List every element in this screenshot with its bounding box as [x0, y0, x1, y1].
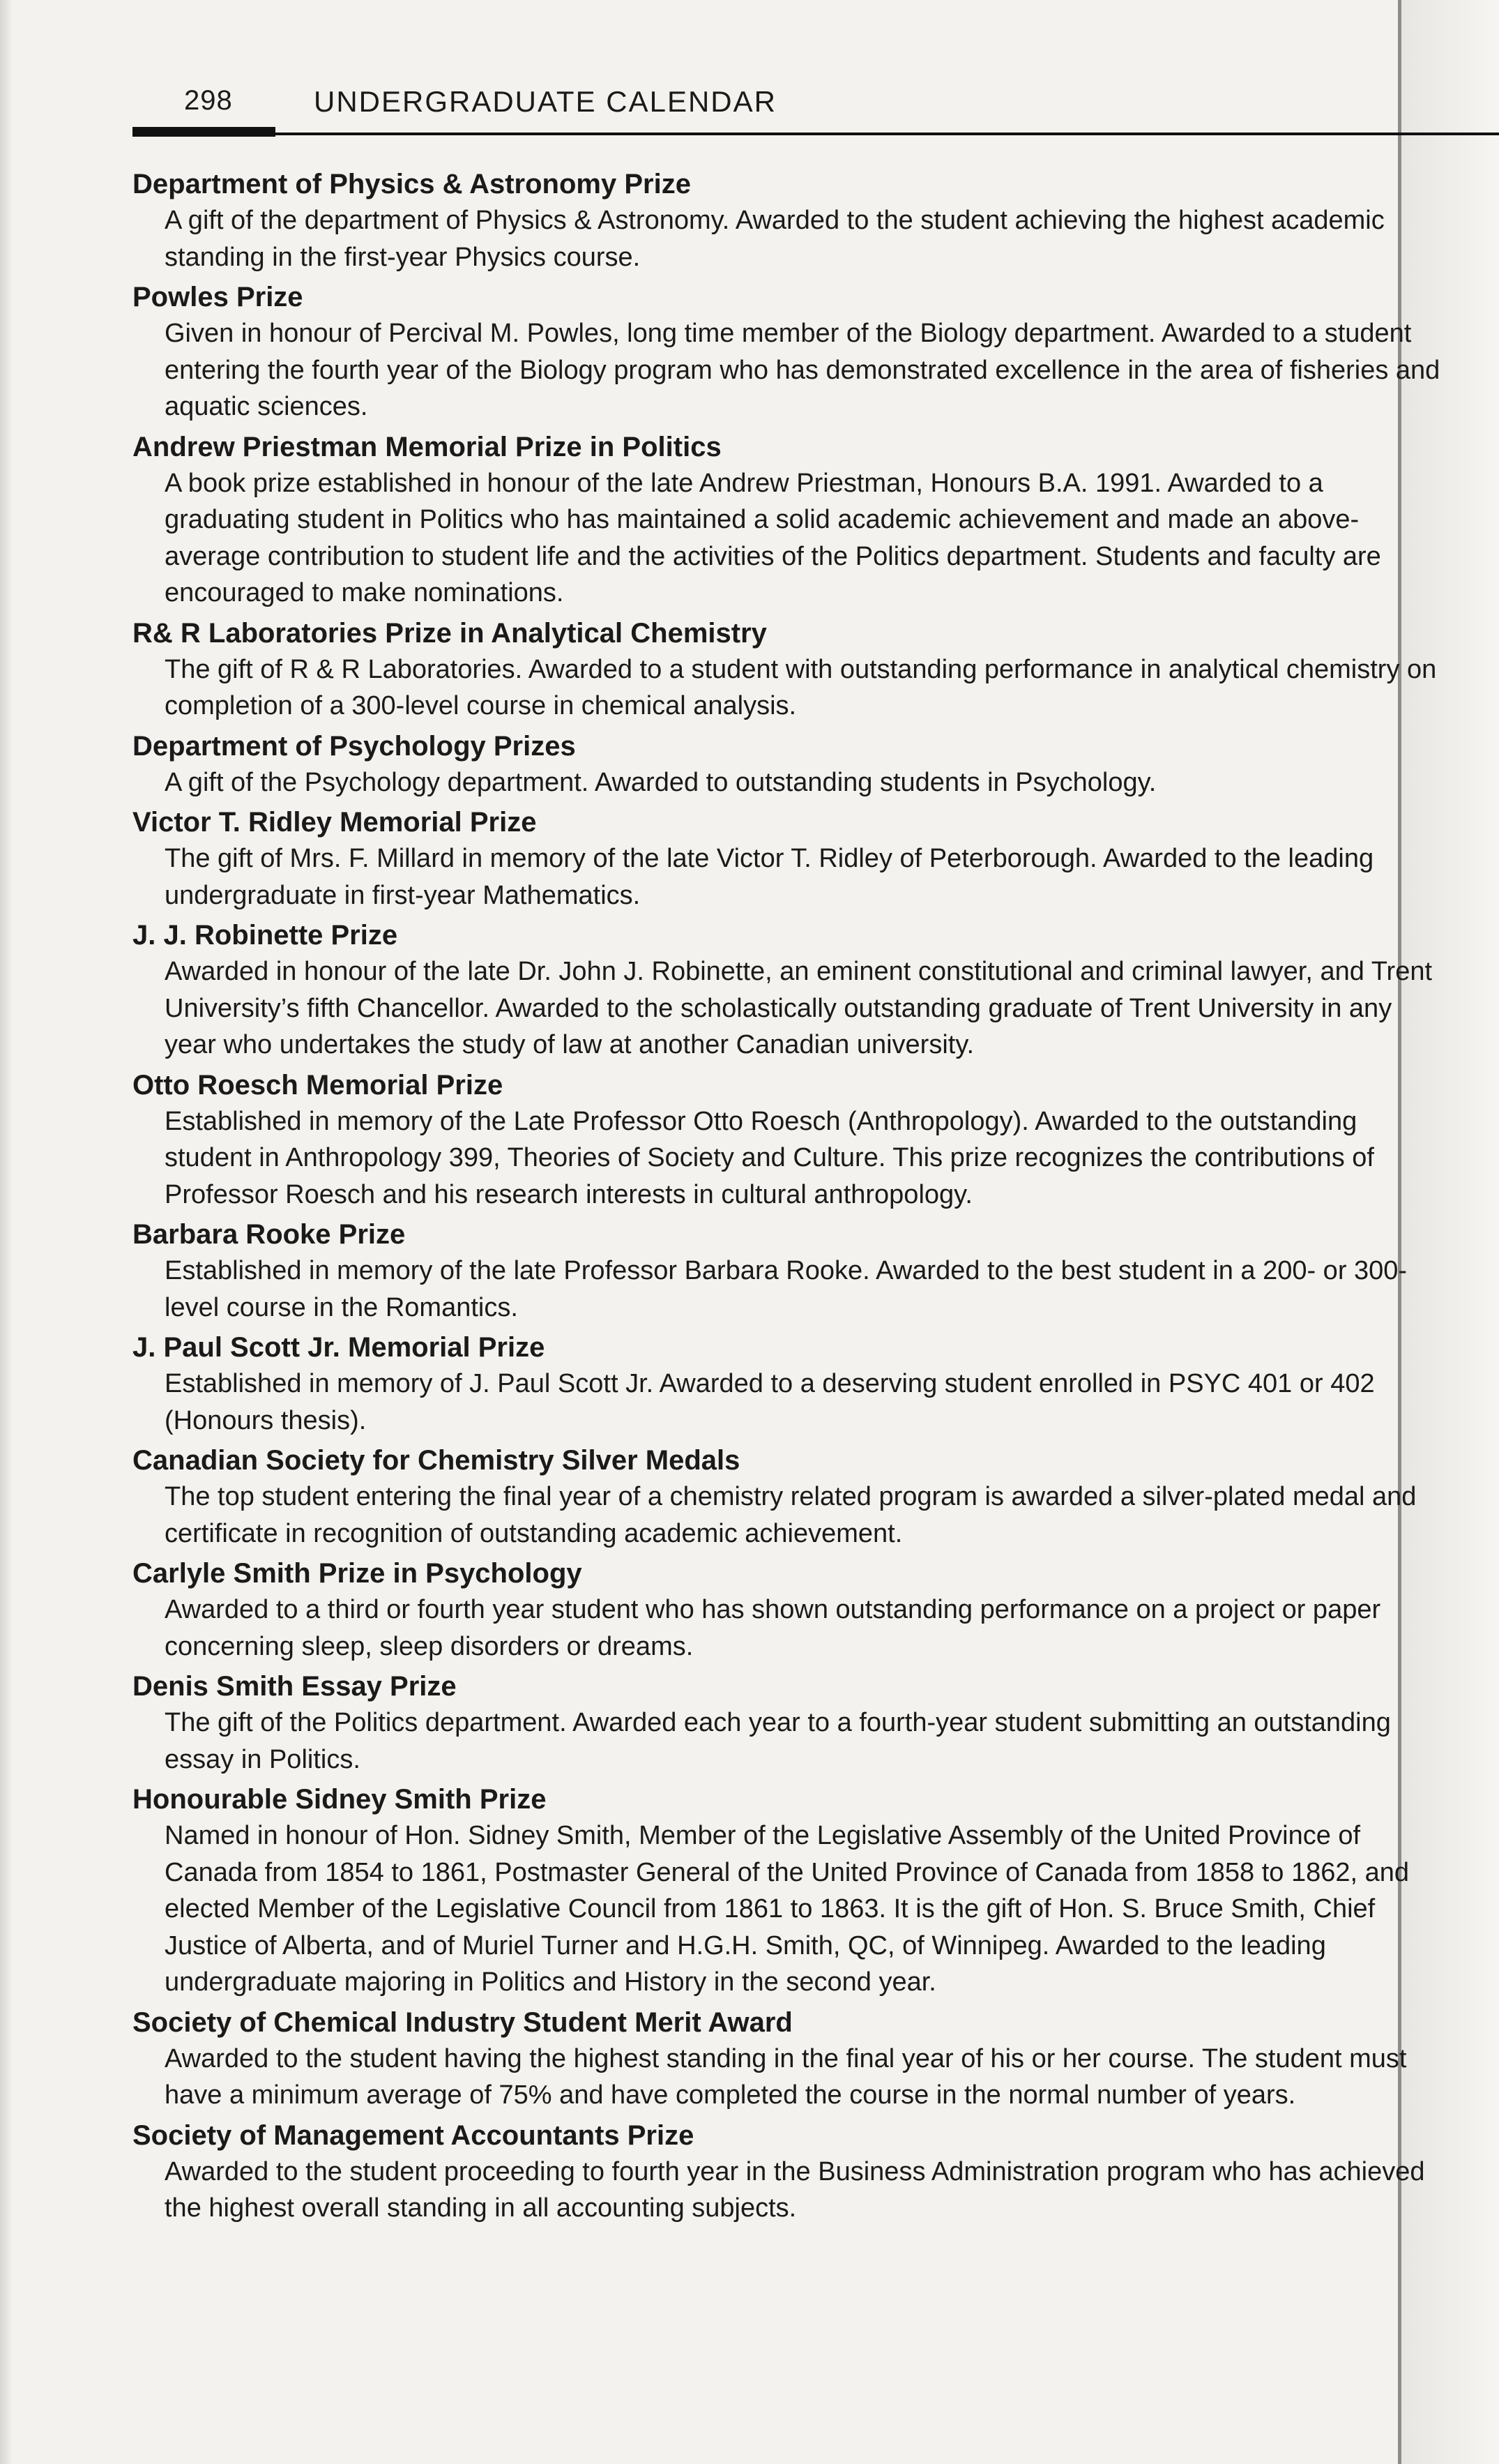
scan-edge — [0, 0, 13, 2464]
prize-description: Established in memory of J. Paul Scott Jr. Awarded to a deserving student enrolled in PSYC 401 or 402 (Honours thesis). — [165, 1369, 1375, 1435]
prize-entry — [132, 166, 1443, 275]
page-header — [132, 85, 1443, 139]
prize-entry — [132, 1329, 1443, 1439]
prize-entry — [132, 728, 1443, 801]
prize-title: Barbara Rooke Prize — [132, 1219, 406, 1250]
prize-entry — [132, 279, 1443, 425]
prize-title: Powles Prize — [132, 282, 303, 312]
prize-title: Canadian Society for Chemistry Silver Medals — [132, 1445, 740, 1476]
prize-description: A book prize established in honour of the late Andrew Priestman, Honours B.A. 1991. Awarded to a graduating student in Politics who has maintained a solid academic achievement and made an above-average contribution to student life and the activities of the Politics department. Students and faculty are encouraged to make nominations. — [165, 468, 1381, 607]
prize-description: Awarded to the student proceeding to fourth year in the Business Administration program who has achieved the highest overall standing in all accounting subjects. — [165, 2156, 1425, 2223]
prize-entry — [132, 2004, 1443, 2114]
prize-title: J. J. Robinette Prize — [132, 920, 398, 951]
prize-description: The gift of the Politics department. Awarded each year to a fourth-year student submitting an outstanding essay in Politics. — [165, 1708, 1391, 1774]
prize-description: A gift of the department of Physics & Astronomy. Awarded to the student achieving the highest academic standing in the first-year Physics course. — [165, 206, 1385, 272]
prize-title: Department of Physics & Astronomy Prize — [132, 169, 691, 199]
prize-entry — [132, 917, 1443, 1064]
prize-title: Department of Psychology Prizes — [132, 730, 576, 762]
prize-description: Awarded to the student having the highest standing in the final year of his or her course. The student must have a minimum average of 75% and have completed the course in the normal number of years. — [165, 2043, 1407, 2110]
prize-description: The gift of R & R Laboratories. Awarded to a student with outstanding performance in analytical chemistry on completion of a 300-level course in chemical analysis. — [165, 654, 1437, 720]
prize-entry — [132, 1067, 1443, 1214]
page-number: 298 — [184, 85, 233, 116]
prize-title: Denis Smith Essay Prize — [132, 1671, 457, 1702]
prize-entry — [132, 804, 1443, 914]
prize-entry — [132, 429, 1443, 612]
prize-description: Given in honour of Percival M. Powles, long time member of the Biology department. Awarded to a student entering the fourth year of the Biology program who has demonstrated excellence in the area of fisheries and aquatic sciences. — [165, 319, 1440, 421]
prize-description: Established in memory of the late Professor Barbara Rooke. Awarded to the best student in a 200- or 300-level course in the Romantics. — [165, 1256, 1408, 1322]
prize-entry — [132, 1216, 1443, 1326]
prize-description: Awarded in honour of the late Dr. John J. Robinette, an eminent constitutional and criminal lawyer, and Trent University’s fifth Chancellor. Awarded to the scholastically outstanding graduate of Trent University in any year who undertakes the study of law at another Canadian university. — [165, 957, 1433, 1059]
prize-list — [132, 166, 1443, 2230]
prize-description: Established in memory of the Late Professor Otto Roesch (Anthropology). Awarded to the outstanding student in Anthropology 399, Theories of Society and Culture. This prize recognizes the contributions of Professor Roesch and his research interests in cultural anthropology. — [165, 1106, 1374, 1209]
header-bar — [132, 127, 275, 137]
prize-title: Andrew Priestman Memorial Prize in Politics — [132, 431, 722, 462]
prize-entry — [132, 1668, 1443, 1778]
prize-description: The gift of Mrs. F. Millard in memory of the late Victor T. Ridley of Peterborough. Awarded to the leading undergraduate in first-year Mathematics. — [165, 844, 1374, 910]
running-title: UNDERGRADUATE CALENDAR — [314, 85, 777, 118]
prize-title: Otto Roesch Memorial Prize — [132, 1069, 503, 1101]
prize-title: Society of Chemical Industry Student Merit Award — [132, 2006, 793, 2038]
prize-description: The top student entering the final year of a chemistry related program is awarded a silver-plated medal and certificate in recognition of outstanding academic achievement. — [165, 1482, 1417, 1548]
prize-title: Victor T. Ridley Memorial Prize — [132, 807, 537, 838]
prize-title: J. Paul Scott Jr. Memorial Prize — [132, 1332, 545, 1363]
prize-entry — [132, 1555, 1443, 1665]
prize-title: R& R Laboratories Prize in Analytical Chemistry — [132, 617, 767, 649]
prize-entry — [132, 1442, 1443, 1552]
prize-title: Society of Management Accountants Prize — [132, 2119, 694, 2151]
prize-entry — [132, 2117, 1443, 2227]
header-rule — [275, 133, 1499, 135]
prize-title: Carlyle Smith Prize in Psychology — [132, 1558, 582, 1589]
prize-entry — [132, 615, 1443, 725]
prize-description: Named in honour of Hon. Sidney Smith, Member of the Legislative Assembly of the United Province of Canada from 1854 to 1861, Postmaster General of the United Province of Canada from 1858 to 1862, and elected Member of the Legislative Council from 1861 to 1863. It is the gift of Hon. S. Bruce Smith, Chief Justice of Alberta, and of Muriel Turner and H.G.H. Smith, QC, of Winnipeg. Awarded to the leading undergraduate majoring in Politics and History in the second year. — [165, 1821, 1409, 1997]
prize-title: Honourable Sidney Smith Prize — [132, 1784, 547, 1815]
prize-entry — [132, 1781, 1443, 2001]
prize-description: Awarded to a third or fourth year student who has shown outstanding performance on a project or paper concerning sleep, sleep disorders or dreams. — [165, 1595, 1381, 1661]
prize-description: A gift of the Psychology department. Awarded to outstanding students in Psychology. — [165, 767, 1157, 797]
